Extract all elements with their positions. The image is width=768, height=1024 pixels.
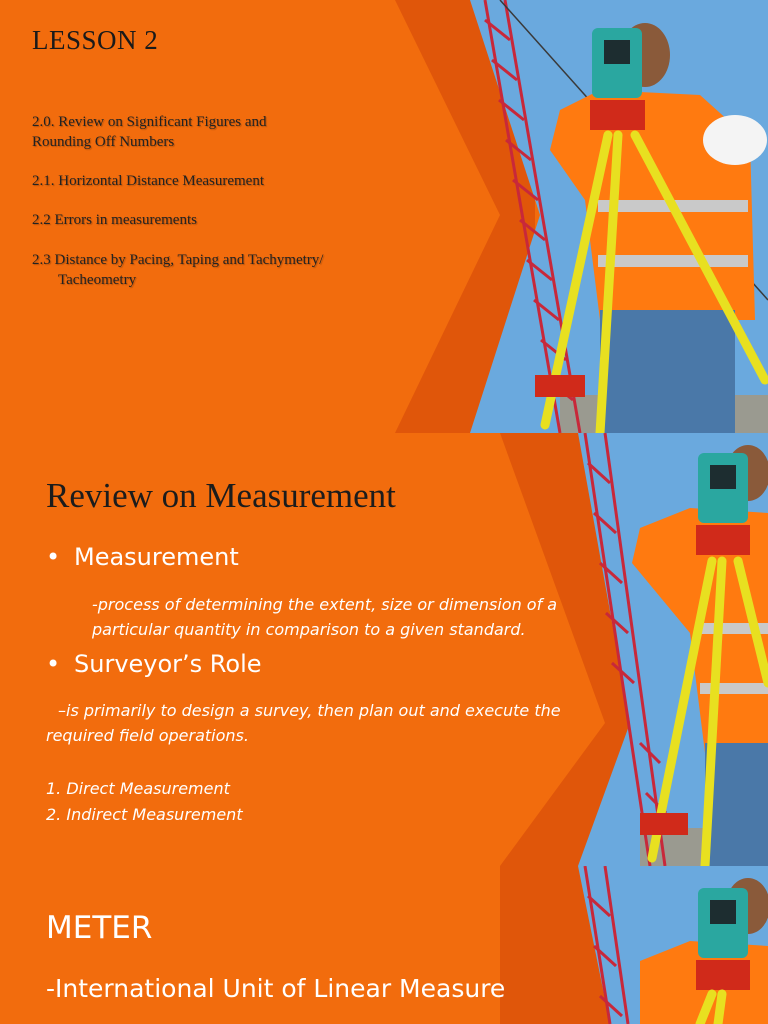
lesson-item-line: 2.1. Horizontal Distance Measurement <box>32 173 265 189</box>
slide-lesson-2 <box>0 0 768 433</box>
lesson-item-line: 2.3 Distance by Pacing, Taping and Tachymetry/ <box>32 252 324 268</box>
lesson-item-line: Rounding Off Numbers <box>32 134 175 150</box>
definition-line: –is primarily to design a survey, then plan out and execute the <box>58 701 561 720</box>
bullet-icon: • <box>46 543 61 571</box>
lesson-item-line: 2.0. Review on Significant Figures and <box>32 114 267 130</box>
definition-line: particular quantity in comparison to a given standard. <box>92 620 526 639</box>
bullet-measurement <box>46 543 239 571</box>
slide-title: Review on Measurement <box>46 476 396 515</box>
lesson-item <box>32 210 197 230</box>
definition-line: -process of determining the extent, size or dimension of a <box>92 595 558 614</box>
lesson-item <box>32 171 264 191</box>
lesson-item-line: Tacheometry <box>58 272 137 288</box>
slide-title: METER <box>46 910 153 946</box>
list-item: 2. Indirect Measurement <box>46 805 243 824</box>
lesson-item <box>32 112 267 152</box>
bullet-label: Surveyor’s Role <box>74 650 262 678</box>
definition-line: required field operations. <box>46 726 249 745</box>
list-item: 1. Direct Measurement <box>46 779 230 798</box>
bullet-surveyors-role <box>46 650 262 678</box>
lesson-item <box>32 250 323 290</box>
bullet-icon: • <box>46 650 61 678</box>
surveyor-photo-3 <box>578 866 768 1024</box>
surveyors-role-definition <box>46 698 561 748</box>
measurement-definition <box>92 592 557 642</box>
slide-subtitle: -International Unit of Linear Measure <box>46 974 506 1003</box>
lesson-item-line: 2.2 Errors in measurements <box>32 212 197 228</box>
lesson-title: LESSON 2 <box>32 25 159 55</box>
bullet-label: Measurement <box>74 543 239 571</box>
